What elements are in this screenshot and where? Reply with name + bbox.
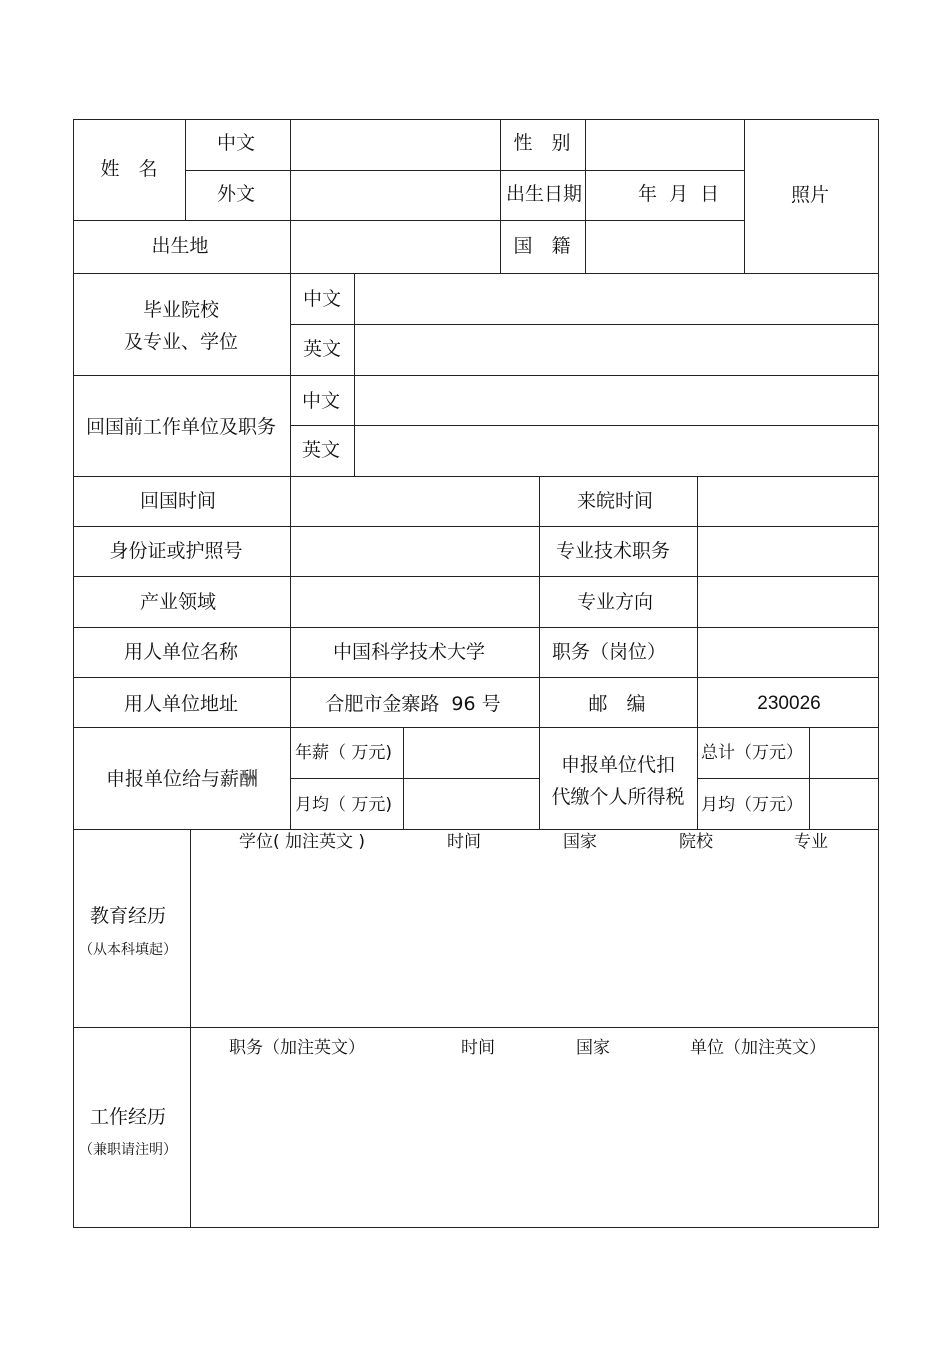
border-line [185,170,745,171]
border-line [697,476,698,829]
border-line [878,119,879,1228]
name-label: 姓 名 [100,158,158,180]
annual-salary-label: 年薪（ 万元) [295,743,393,763]
employer-name-value: 中国科学技术大学 [332,641,486,663]
birth-date-label: 出生日期 [506,183,583,205]
gender-label: 性 别 [513,132,571,154]
border-line [697,778,879,779]
education-column-header: 国家 [563,832,597,852]
name-chinese-label: 中文 [216,132,256,154]
nationality-label: 国 籍 [513,235,571,257]
border-line [290,778,539,779]
employer-address-value: 合肥市金寨路 96 号 [325,693,501,715]
education-column-header: 学位( 加注英文 ) [238,832,366,852]
graduation-label-line2: 及专业、学位 [123,331,239,353]
border-line [585,119,586,273]
border-line [73,476,879,477]
arrival-time-label: 来皖时间 [576,490,654,512]
tax-label-line2: 代缴个人所得税 [551,786,685,808]
work-column-header: 时间 [461,1038,495,1058]
border-line [290,425,879,426]
border-line [73,375,879,376]
direction-label: 专业方向 [576,591,654,613]
position-label: 职务（岗位） [551,641,667,663]
education-note: （从本科填起） [79,942,177,958]
border-line [73,1227,879,1228]
border-line [809,727,810,829]
border-line [73,1027,879,1028]
prior-work-chinese-label: 中文 [301,390,341,412]
border-line [403,727,404,829]
id-number-label: 身份证或护照号 [109,540,243,562]
border-line [185,119,186,220]
border-line [73,220,745,221]
industry-label: 产业领域 [139,591,217,613]
tax-total-label: 总计（万元） [701,743,803,763]
monthly-salary-label: 月均（ 万元) [295,795,393,815]
graduation-label: 毕业院校 [142,299,220,321]
education-column-header: 院校 [679,832,713,852]
border-line [73,627,879,628]
birthplace-label: 出生地 [151,235,209,257]
education-label: 教育经历 [89,905,167,927]
work-column-header: 单位（加注英文） [690,1038,826,1058]
postcode-value: 230026 [757,693,821,714]
salary-label: 申报单位给与薪酬 [105,768,259,790]
border-line [73,677,879,678]
border-line [539,476,540,829]
border-line [73,526,879,527]
border-line [290,119,291,829]
border-line [190,829,191,1228]
work-column-header: 职务（加注英文） [229,1038,365,1058]
prior-work-english-label: 英文 [301,439,341,461]
name-foreign-label: 外文 [216,183,256,205]
work-note: （兼职请注明） [79,1142,177,1158]
professional-title-label: 专业技术职务 [555,540,671,562]
graduation-chinese-label: 中文 [302,288,342,310]
education-column-header: 时间 [447,832,481,852]
border-line [73,576,879,577]
border-line [73,119,74,1228]
prior-work-label: 回国前工作单位及职务 [85,416,277,438]
work-label: 工作经历 [89,1106,167,1128]
border-line [290,324,879,325]
education-column-header: 专业 [794,832,828,852]
photo-label: 照片 [790,184,830,206]
postcode-label: 邮 编 [588,693,646,715]
employer-address-label: 用人单位地址 [123,693,239,715]
birth-date-units: 年 月 日 [638,183,720,205]
border-line [73,119,879,120]
employer-name-label: 用人单位名称 [123,641,239,663]
border-line [73,727,879,728]
border-line [500,119,501,273]
border-line [73,273,879,274]
border-line [354,273,355,476]
border-line [744,119,745,273]
work-column-header: 国家 [576,1038,610,1058]
return-time-label: 回国时间 [139,490,217,512]
graduation-english-label: 英文 [302,338,342,360]
tax-label: 申报单位代扣 [560,754,676,776]
tax-monthly-label: 月均（万元） [701,795,803,815]
